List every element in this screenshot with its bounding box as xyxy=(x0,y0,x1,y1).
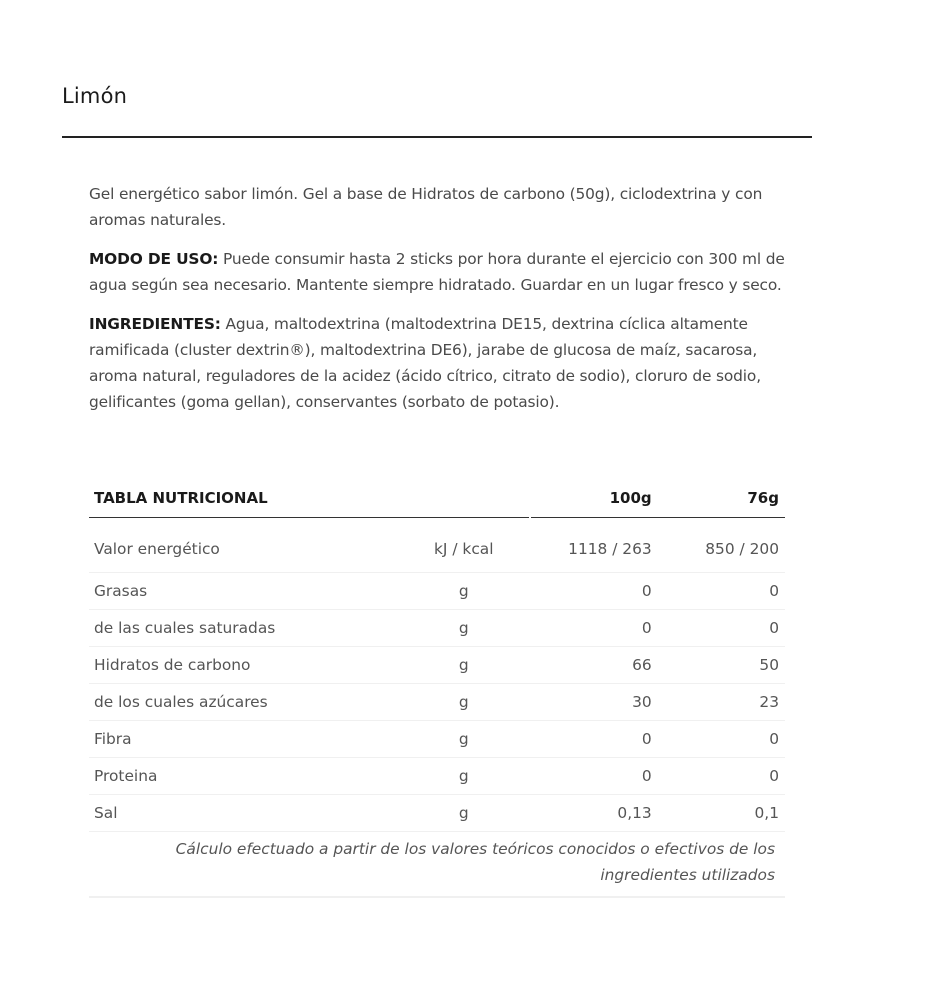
nutrition-row xyxy=(89,795,785,832)
nutrient-unit: g xyxy=(398,647,530,684)
nutrient-per-100g: 30 xyxy=(530,684,657,721)
header-serving: 76g xyxy=(658,479,785,518)
header-title: TABLA NUTRICIONAL xyxy=(89,479,398,518)
nutrient-per-100g: 0,13 xyxy=(530,795,657,832)
nutrient-per-100g: 1118 / 263 xyxy=(530,518,657,573)
nutrition-row xyxy=(89,721,785,758)
nutrition-table xyxy=(89,479,785,898)
nutrient-per-serving: 50 xyxy=(658,647,785,684)
nutrition-table-body xyxy=(89,518,785,898)
header-unit xyxy=(398,479,530,518)
nutrient-per-serving: 23 xyxy=(658,684,785,721)
nutrient-unit: kJ / kcal xyxy=(398,518,530,573)
footnote-row xyxy=(89,832,785,898)
nutrient-unit: g xyxy=(398,758,530,795)
nutrient-name: Hidratos de carbono xyxy=(89,647,398,684)
nutrition-row xyxy=(89,610,785,647)
ingredients-text: Agua, maltodextrina (maltodextrina DE15, dextrina cíclica altamente ramificada (cluster dextrin®), maltodextrina DE6), jarabe de glucosa de maíz, sacarosa, aroma natural, reguladores de la acidez (ácido cítrico, citrato de sodio), cloruro de sodio, gelificantes (goma gellan), conservantes (sorbato de potasio). xyxy=(89,315,761,411)
title-divider xyxy=(62,136,812,138)
nutrition-row xyxy=(89,573,785,610)
nutrient-unit: g xyxy=(398,610,530,647)
nutrition-table-header xyxy=(89,479,785,518)
ingredients-label: INGREDIENTES: xyxy=(89,315,221,333)
nutrient-per-serving: 0 xyxy=(658,573,785,610)
usage-paragraph xyxy=(89,246,789,298)
nutrient-unit: g xyxy=(398,573,530,610)
nutrient-per-100g: 0 xyxy=(530,610,657,647)
nutrient-per-serving: 0 xyxy=(658,610,785,647)
nutrition-row xyxy=(89,684,785,721)
nutrition-row xyxy=(89,758,785,795)
nutrient-name: Proteina xyxy=(89,758,398,795)
usage-label: MODO DE USO: xyxy=(89,250,219,268)
nutrient-per-serving: 0 xyxy=(658,758,785,795)
nutrient-name: de las cuales saturadas xyxy=(89,610,398,647)
nutrient-unit: g xyxy=(398,795,530,832)
nutrient-name: Fibra xyxy=(89,721,398,758)
nutrient-name: de los cuales azúcares xyxy=(89,684,398,721)
ingredients-paragraph xyxy=(89,311,789,415)
usage-text: Puede consumir hasta 2 sticks por hora durante el ejercicio con 300 ml de agua según sea necesario. Mantente siempre hidratado. Guardar en un lugar fresco y seco. xyxy=(89,250,785,294)
nutrient-per-serving: 0 xyxy=(658,721,785,758)
nutrient-per-100g: 66 xyxy=(530,647,657,684)
nutrition-row xyxy=(89,518,785,573)
nutrition-footnote: Cálculo efectuado a partir de los valores teóricos conocidos o efectivos de los ingredientes utilizados xyxy=(89,832,785,898)
nutrient-per-100g: 0 xyxy=(530,573,657,610)
product-description xyxy=(89,181,789,428)
nutrient-unit: g xyxy=(398,721,530,758)
nutrient-name: Sal xyxy=(89,795,398,832)
nutrient-name: Grasas xyxy=(89,573,398,610)
nutrition-row xyxy=(89,647,785,684)
nutrient-name: Valor energético xyxy=(89,518,398,573)
nutrient-per-serving: 850 / 200 xyxy=(658,518,785,573)
nutrient-per-100g: 0 xyxy=(530,758,657,795)
header-100g: 100g xyxy=(530,479,657,518)
nutrient-unit: g xyxy=(398,684,530,721)
nutrient-per-100g: 0 xyxy=(530,721,657,758)
nutrient-per-serving: 0,1 xyxy=(658,795,785,832)
product-title: Limón xyxy=(62,84,128,108)
intro-paragraph: Gel energético sabor limón. Gel a base de Hidratos de carbono (50g), ciclodextrina y con aromas naturales. xyxy=(89,185,763,229)
